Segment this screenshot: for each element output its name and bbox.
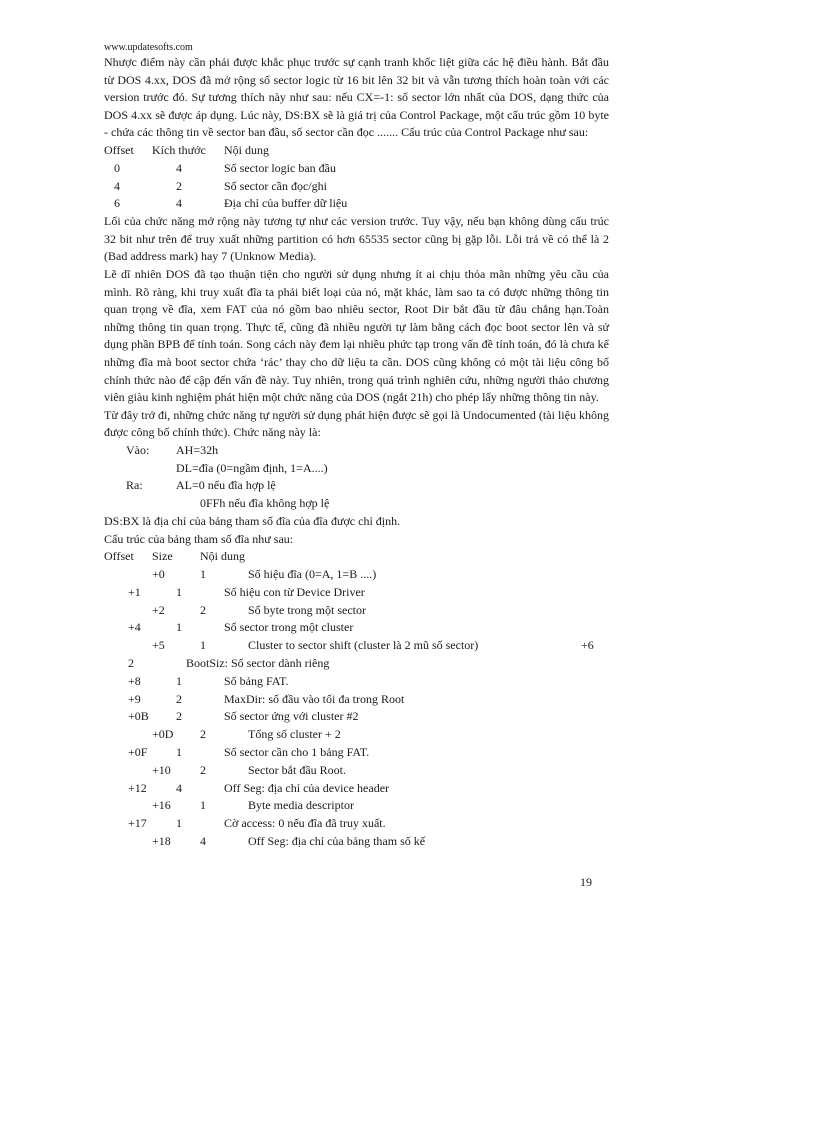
ra-line2: 0FFh nếu đĩa không hợp lệ bbox=[200, 496, 330, 511]
cell-size: 1 bbox=[200, 567, 206, 582]
cell-size: 4 bbox=[200, 834, 206, 848]
cell-size: 2 bbox=[176, 178, 182, 193]
cell-offset: 4 bbox=[114, 178, 120, 193]
cell-offset: +9 bbox=[128, 691, 141, 706]
cell-size: 4 bbox=[176, 160, 182, 175]
cell-offset: +0B bbox=[128, 709, 149, 724]
paragraph-dsbx: DS:BX là địa chỉ của bảng tham số đĩa của đĩa được chỉ định. bbox=[104, 514, 401, 529]
cell-size: 2 bbox=[128, 656, 134, 671]
cell-size: 4 bbox=[176, 196, 182, 211]
cell-content: Số sector ứng với cluster #2 bbox=[224, 709, 359, 724]
cell-size: 2 bbox=[176, 691, 182, 706]
vao-line2: DL=đĩa (0=ngầm định, 1=A....) bbox=[176, 460, 328, 475]
table-row bbox=[104, 637, 609, 655]
cell-offset: +0F bbox=[128, 745, 148, 760]
cell-content: Off Seg: địa chỉ của bảng tham số kế bbox=[248, 834, 426, 848]
paragraph-errors: Lối của chức năng mở rộng này tương tự như các version trước. Tuy vậy, nếu bạn không dùng cấu trúc 32 bit như trên để truy xuất những partition có hơn 65535 sector cũng bị gặp lỗi. Lỗi trả về có thể là 2 (Bad address mark) hay 7 (Unknow Media). bbox=[104, 214, 609, 264]
cell-size: 4 bbox=[176, 780, 182, 795]
table-row bbox=[104, 673, 609, 691]
cell-size: 2 bbox=[176, 709, 182, 724]
cell-size: 1 bbox=[200, 798, 206, 813]
cell-size: 1 bbox=[176, 584, 182, 599]
header-content: Nội dung bbox=[200, 549, 245, 564]
table-row bbox=[104, 797, 609, 815]
table-row bbox=[104, 780, 609, 798]
table-row bbox=[104, 602, 609, 620]
table-row bbox=[104, 584, 609, 602]
cell-offset: +5 bbox=[152, 638, 165, 653]
paragraph-undocumented: Từ đây trở đi, những chức năng tự người sử dụng phát hiện được sẽ gọi là Undocumented (tài liệu không được công bố chính thức). Chức năng này là: bbox=[104, 407, 609, 440]
cell-content: Số sector trong một cluster bbox=[224, 620, 354, 635]
table-row bbox=[104, 691, 609, 709]
cell-offset: +10 bbox=[152, 762, 171, 777]
table-row bbox=[104, 655, 609, 673]
cell-content: Cờ access: 0 nếu đĩa đã truy xuất. bbox=[224, 816, 386, 831]
cell-content: Cluster to sector shift (cluster là 2 mũ số sector) bbox=[248, 638, 479, 653]
cell-size: 1 bbox=[176, 673, 182, 688]
io-row bbox=[104, 460, 609, 478]
cell-content: Sector bắt đầu Root. bbox=[248, 762, 346, 777]
io-row bbox=[104, 495, 609, 513]
vao-line1: AH=32h bbox=[176, 442, 219, 457]
header-offset: Offset bbox=[104, 549, 134, 564]
table-row bbox=[104, 726, 609, 744]
table-row bbox=[104, 744, 609, 762]
cell-offset: +2 bbox=[152, 602, 165, 617]
cell-offset: +8 bbox=[128, 673, 141, 688]
cell-content: Số bảng FAT. bbox=[224, 673, 289, 688]
page-number: 19 bbox=[580, 875, 592, 889]
table-row bbox=[104, 566, 609, 584]
table-header bbox=[104, 548, 609, 566]
cell-content: Địa chỉ của buffer dữ liệu bbox=[224, 196, 348, 211]
table-row bbox=[104, 619, 609, 637]
cell-content: Tổng số cluster + 2 bbox=[248, 727, 341, 742]
io-row bbox=[104, 442, 609, 460]
disk-parameter-table bbox=[104, 548, 609, 851]
cell-offset: +17 bbox=[128, 816, 147, 831]
cell-content: Byte media descriptor bbox=[248, 798, 354, 813]
paragraph-dos-info: Lẽ dĩ nhiên DOS đã tạo thuận tiện cho người sử dụng nhưng ít ai chịu thỏa mãn những yêu cầu của mình. Rõ ràng, khi truy xuất đĩa ta phải biết loại của nó, mặt khác, làm sao ta có được những thông tin quan trọng về đĩa, xem FAT của nó gồm bao nhiêu sector, Root Dir bắt đầu từ đâu chẳng hạn.Toàn những thông tin quan trọng. Thực tế, cũng đã nhiều người tự làm bằng cách đọc boot sector lên và sử dụng phần BPB để tính toán. Song cách này đem lại nhiều phức tạp trong vấn đề tính toán, đó là chưa kể những đĩa mà boot sector chứa ‘rác’ thay cho dữ liệu ta cần. DOS cũng không có một tài liệu công bố chính thức nào để cập đến vấn đề này. Tuy nhiên, trong quá trình nghiên cứu, những người thảo chương viên giàu kinh nghiệm phát hiện một chức năng của DOS (ngắt 21h) cho phép lấy những thông tin này. bbox=[104, 266, 609, 405]
cell-content: Số hiệu đĩa (0=A, 1=B ....) bbox=[248, 567, 377, 582]
cell-content: Số hiệu con từ Device Driver bbox=[224, 584, 365, 599]
table-row bbox=[104, 708, 609, 726]
cell-content: Off Seg: địa chỉ của device header bbox=[224, 780, 390, 795]
table-row bbox=[104, 833, 609, 851]
cell-offset: +18 bbox=[152, 834, 171, 848]
table-row bbox=[104, 178, 609, 196]
cell-offset: +0 bbox=[152, 567, 165, 582]
cell-content: Số sector logic ban đầu bbox=[224, 160, 336, 175]
header-offset: Offset bbox=[104, 142, 134, 157]
cell-content: Số sector cần cho 1 bảng FAT. bbox=[224, 745, 370, 760]
cell-offset: +1 bbox=[128, 584, 141, 599]
io-row bbox=[104, 477, 609, 495]
paragraph-table-intro: Cấu trúc của bảng tham số đĩa như sau: bbox=[104, 531, 294, 546]
cell-content: BootSiz: Số sector dành riêng bbox=[186, 656, 330, 671]
cell-size: 1 bbox=[176, 620, 182, 635]
cell-offset: +12 bbox=[128, 780, 147, 795]
cell-size: 1 bbox=[176, 745, 182, 760]
table-row bbox=[104, 815, 609, 833]
header-size: Kích thước bbox=[152, 142, 206, 157]
cell-offset: 0 bbox=[114, 160, 120, 175]
header-content: Nội dung bbox=[224, 142, 269, 157]
cell-offset: +0D bbox=[152, 727, 174, 742]
cell-size: 2 bbox=[200, 727, 206, 742]
cell-size: 1 bbox=[176, 816, 182, 831]
header-size: Size bbox=[152, 549, 173, 564]
cell-next-offset: +6 bbox=[581, 638, 594, 653]
ra-line1: AL=0 nếu đĩa hợp lệ bbox=[176, 478, 276, 493]
table-header bbox=[104, 142, 609, 160]
vao-label: Vào: bbox=[126, 442, 150, 457]
table-row bbox=[104, 195, 609, 213]
document-page bbox=[104, 42, 609, 851]
table-row bbox=[104, 762, 609, 780]
table-row bbox=[104, 160, 609, 178]
cell-content: Số sector cần đọc/ghi bbox=[224, 178, 327, 193]
cell-size: 1 bbox=[200, 638, 206, 653]
cell-size: 2 bbox=[200, 602, 206, 617]
io-block bbox=[104, 442, 609, 513]
cell-offset: +16 bbox=[152, 798, 171, 813]
cell-content: MaxDir: số đầu vào tối đa trong Root bbox=[224, 691, 405, 706]
cell-size: 2 bbox=[200, 762, 206, 777]
ra-label: Ra: bbox=[126, 478, 143, 493]
cell-offset: +4 bbox=[128, 620, 141, 635]
control-package-table bbox=[104, 142, 609, 213]
cell-content: Số byte trong một sector bbox=[248, 602, 366, 617]
paragraph-control-package-intro: Nhược điểm này cần phải được khắc phục trước sự cạnh tranh khốc liệt giữa các hệ điều hành. Bắt đầu từ DOS 4.xx, DOS đã mở rộng số sector logic từ 16 bit lên 32 bit và vẫn tương thích hoàn toàn với các version trước đó. Sự tương thích này như sau: nếu CX=-1: số sector lớn nhất của DOS, dạng thức của DOS 4.xx sẽ được áp dụng. Lúc này, DS:BX sẽ là giá trị của Control Package, một cấu trúc gồm 10 byte - chứa các thông tin về sector ban đầu, số sector cần đọc ....... Cấu trúc của Control Package như sau: bbox=[104, 55, 609, 140]
header-url: www.updatesofts.com bbox=[104, 42, 193, 53]
cell-offset: 6 bbox=[114, 196, 120, 211]
